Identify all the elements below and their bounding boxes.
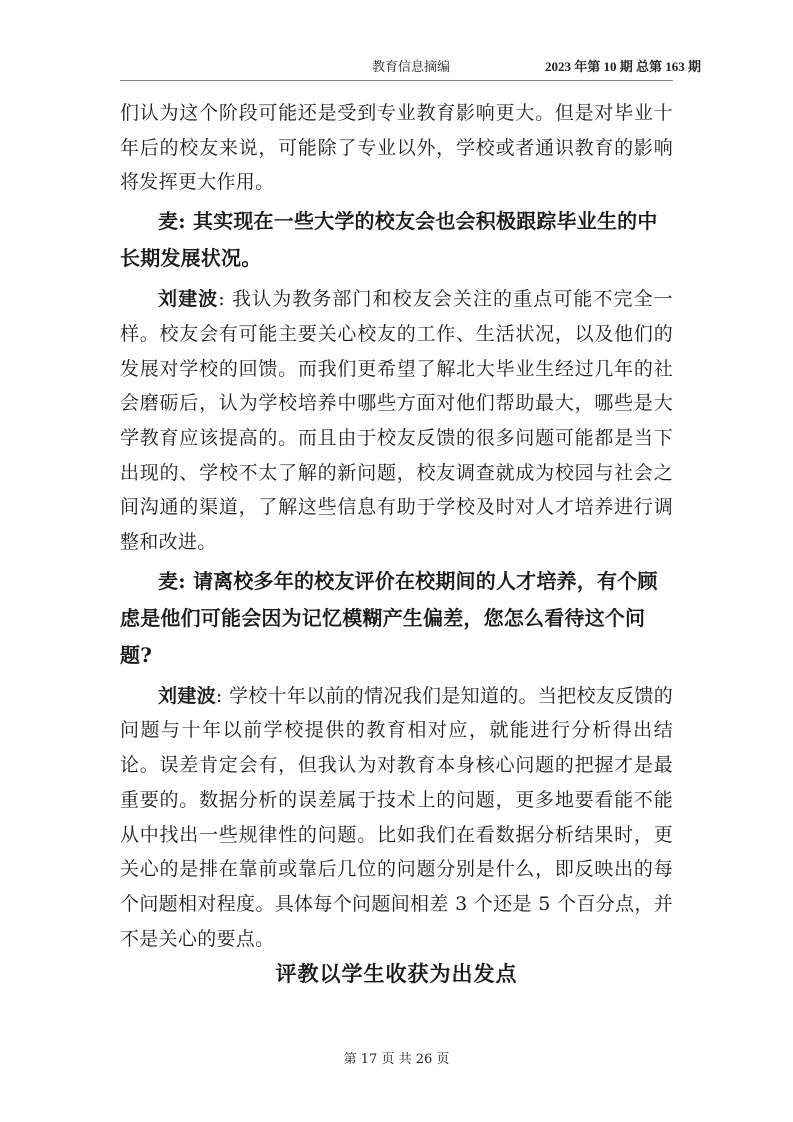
answer-text: : 学校十年以前的情况我们是知道的。当把校友反馈的问题与十年以前学校提供的教育相对应，就能进行分析得出结论。误差肯定会有，但我认为对教育本身核心问题的把握才是最重要的。数据分析的误差属于技术上的问题，更多地要看能不能从中找出一些规律性的问题。比如我们在看数据分析结果时，更关心的是排在靠前或靠后几位的问题分别是什么，即反映出的每个问题相对程度。具体每个问题间相差 3 个还是 5 个百分点，并不是关心的要点。	[120, 684, 673, 950]
answer-2	[120, 679, 673, 957]
question-2: 麦: 请离校多年的校友评价在校期间的人才培养，有个顾虑是他们可能会因为记忆模糊产生偏差，您怎么看待这个问题?	[120, 568, 658, 667]
article-body	[120, 96, 673, 959]
running-header	[0, 56, 793, 76]
issue-info: 2023 年第 10 期 总第 163 期	[544, 59, 701, 74]
publication-name: 教育信息摘编	[372, 60, 451, 75]
question-1: 麦: 其实现在一些大学的校友会也会积极跟踪毕业生的中长期发展状况。	[120, 209, 658, 271]
answer-1	[120, 282, 673, 560]
answer-text: : 我认为教务部门和校友会关注的重点可能不完全一样。校友会有可能主要关心校友的工作、生活状况，以及他们的发展对学校的回馈。而我们更希望了解北大毕业生经过几年的社会磨砺后，认为学校培养中哪些方面对他们帮助最大，哪些是大学教育应该提高的。而且由于校友反馈的很多问题可能都是当下出现的、学校不太了解的新问题，校友调查就成为校园与社会之间沟通的渠道，了解这些信息有助于学校及时对人才培养进行调整和改进。	[120, 288, 673, 554]
paragraph-continued: 们认为这个阶段可能还是受到专业教育影响更大。但是对毕业十年后的校友来说，可能除了专业以外，学校或者通识教育的影响将发挥更大作用。	[120, 102, 673, 194]
speaker-name: 刘建波	[158, 684, 216, 707]
section-title: 评教以学生收获为出发点	[275, 961, 518, 986]
speaker-name: 刘建波	[158, 288, 219, 311]
page-footer: 第 17 页 共 26 页	[343, 1052, 450, 1067]
header-rule	[120, 80, 673, 81]
